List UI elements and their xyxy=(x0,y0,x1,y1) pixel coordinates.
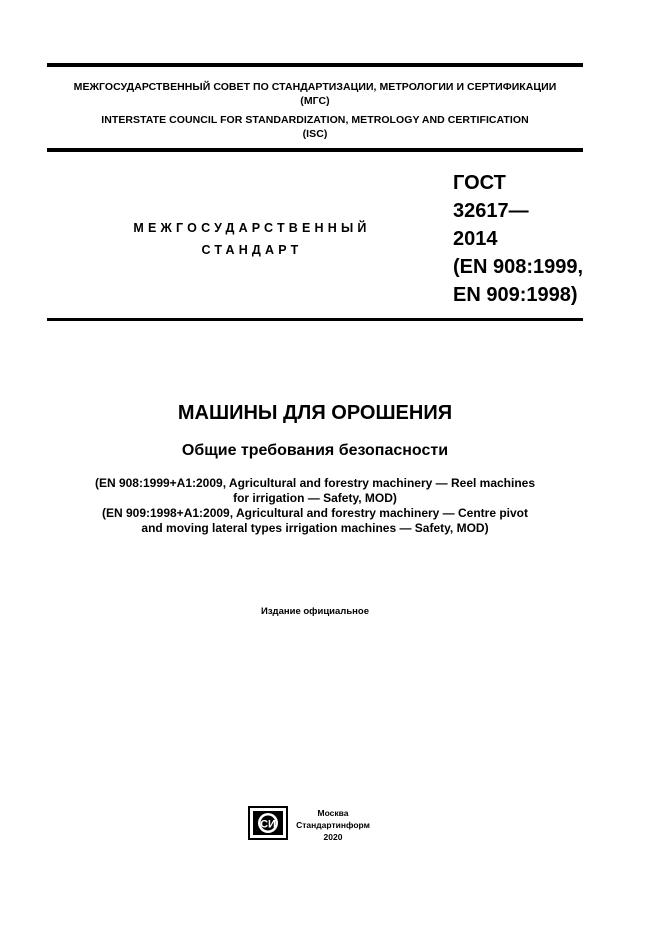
bottom-rule xyxy=(47,318,583,321)
council-english xyxy=(47,113,583,141)
reference-line1: (EN 908:1999+A1:2009, Agricultural and forestry machinery — Reel machines xyxy=(94,476,536,490)
publisher-block xyxy=(292,807,374,843)
designation-line1: ГОСТ xyxy=(453,172,506,194)
council-russian xyxy=(47,80,583,108)
council-russian-abbr: (МГС) xyxy=(300,95,330,107)
standard-type-line1: МЕЖГОСУДАРСТВЕННЫЙ xyxy=(133,221,371,235)
reference-line3: (EN 909:1998+A1:2009, Agricultural and forestry machinery — Centre pivot xyxy=(101,506,529,520)
designation-line3: 2014 xyxy=(453,228,498,250)
document-subtitle: Общие требования безопасности xyxy=(181,442,449,459)
middle-rule xyxy=(47,148,583,152)
council-english-abbr: (ISC) xyxy=(302,128,328,140)
reference-line2: for irrigation — Safety, MOD) xyxy=(233,491,397,505)
designation-line2: 32617— xyxy=(453,200,529,222)
standard-type xyxy=(110,217,394,261)
designation-line5: EN 909:1998) xyxy=(453,284,578,306)
edition-label: Издание официальное xyxy=(261,606,369,617)
publisher-city: Москва xyxy=(317,808,349,818)
standartinform-logo-icon xyxy=(248,806,288,840)
standard-designation xyxy=(453,169,583,309)
designation-line4: (EN 908:1999, xyxy=(453,256,584,278)
standard-type-line2: СТАНДАРТ xyxy=(201,243,303,257)
document-title: МАШИНЫ ДЛЯ ОРОШЕНИЯ xyxy=(177,402,453,424)
reference-standards xyxy=(47,476,583,536)
top-rule xyxy=(47,63,583,67)
council-russian-name: МЕЖГОСУДАРСТВЕННЫЙ СОВЕТ ПО СТАНДАРТИЗАЦИИ, МЕТРОЛОГИИ И СЕРТИФИКАЦИИ xyxy=(73,81,557,93)
publisher-year: 2020 xyxy=(323,832,343,842)
council-english-name: INTERSTATE COUNCIL FOR STANDARDIZATION, METROLOGY AND CERTIFICATION xyxy=(101,114,529,126)
svg-text:СИ: СИ xyxy=(260,818,276,831)
reference-line4: and moving lateral types irrigation machines — Safety, MOD) xyxy=(141,521,489,535)
publisher-name: Стандартинформ xyxy=(296,820,370,830)
